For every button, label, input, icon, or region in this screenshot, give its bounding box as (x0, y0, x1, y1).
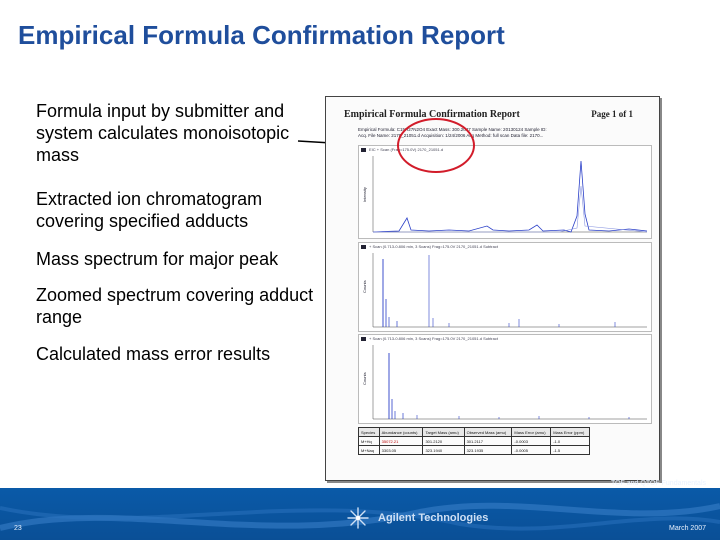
zoomed-panel-header: + Scan (0.713-0.806 min, 3 Scans) Frag=175.0V 2170_21051.d Subtract (369, 336, 498, 341)
table-header-cell: Species (359, 428, 380, 437)
zoomed-y-label: Counts (362, 372, 367, 385)
table-cell: 301.2120 (423, 437, 464, 446)
report-info-line1: Empirical Formula: C15H27N2O4 Exact Mass: 300.2047 Sample Name: 20130124 Sample ID: (358, 127, 547, 132)
table-header-cell: Observed Mass (amu) (464, 428, 512, 437)
bullet-mass-spectrum: Mass spectrum for major peak (36, 249, 279, 269)
table-cell: -1.5 (551, 446, 590, 455)
report-title: Empirical Formula Confirmation Report (344, 109, 520, 120)
table-header-row (359, 428, 590, 437)
table-cell: 301.2117 (464, 437, 512, 446)
bullet-mass-error: Calculated mass error results (36, 344, 271, 364)
footer-page-number: 23 (14, 525, 22, 532)
slide-title: Empirical Formula Confirmation Report (18, 20, 505, 50)
table-header-cell: Mass Error (amu) (512, 428, 551, 437)
table-cell: M+Naq (359, 446, 380, 455)
eic-y-label: Intensity (362, 187, 367, 202)
spectrum-panel-header: + Scan (0.713-0.806 min, 3 Scans) Frag=175.0V 2170_21051.d Subtract (369, 244, 498, 249)
table-header-cell: Mass Error (ppm) (551, 428, 590, 437)
report-info-line2: Acq. File Name: 2170_21051.d Acquisition: 1/24/2006 Acq Method: full scan Data file: 2170... (358, 133, 544, 138)
table-cell: 35072.21 (379, 437, 423, 446)
bullet-extracted-ion: Extracted ion chromatogram covering specified adducts (36, 189, 263, 231)
report-screenshot (325, 96, 660, 481)
footer-date: March 2007 (669, 525, 706, 532)
agilent-logo (346, 504, 488, 532)
table-cell: 323.1935 (464, 446, 512, 455)
table-row (359, 437, 590, 446)
table-row (359, 446, 590, 455)
table-cell: 323.1940 (423, 446, 464, 455)
table-header-cell: Abundance (counts) (379, 428, 423, 437)
table-cell: M+Hq (359, 437, 380, 446)
table-cell: -0.0003 (512, 437, 551, 446)
table-cell: 3303.05 (379, 446, 423, 455)
table-cell: -0.0005 (512, 446, 551, 455)
bullet-zoomed-spectrum: Zoomed spectrum covering adduct range (36, 285, 314, 327)
footer-course-label: TOF and QTOF Fundamentals (610, 480, 706, 487)
mass-spectrum-panel (358, 242, 652, 332)
report-page-label: Page 1 of 1 (591, 109, 633, 119)
spectrum-trace (359, 243, 651, 331)
formula-callout-oval (397, 118, 475, 173)
spectrum-y-label: Counts (362, 280, 367, 293)
zoomed-trace (359, 335, 651, 423)
table-cell: -1.0 (551, 437, 590, 446)
mass-error-table (358, 427, 590, 455)
eic-panel-header: EIC + Scan (Frag=175.0V) 2170_21051.d (369, 147, 444, 152)
company-name: Agilent Technologies (378, 512, 489, 524)
zoomed-spectrum-panel (358, 334, 652, 424)
table-header-cell: Target Mass (amu) (423, 428, 464, 437)
agilent-spark-icon (346, 506, 370, 530)
bullet-formula-input: Formula input by submitter and system calculates monoisotopic mass (36, 101, 290, 165)
